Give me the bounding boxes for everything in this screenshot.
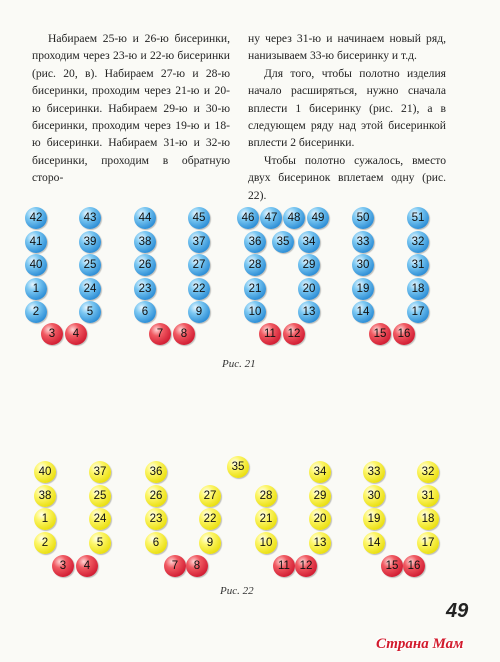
watermark-logo: Страна Мам <box>376 636 464 652</box>
bead-red: 4 <box>76 555 98 577</box>
bead-blue: 25 <box>79 254 101 276</box>
bead-red: 15 <box>369 323 391 345</box>
bead-blue: 51 <box>407 207 429 229</box>
figure-22-caption: Рис. 22 <box>220 585 254 597</box>
bead-red: 16 <box>393 323 415 345</box>
bead-blue: 17 <box>407 301 429 323</box>
bead-blue: 9 <box>188 301 210 323</box>
bead-yellow: 17 <box>417 532 439 554</box>
bead-blue: 33 <box>352 231 374 253</box>
bead-blue: 24 <box>79 278 101 300</box>
bead-blue: 43 <box>79 207 101 229</box>
bead-yellow: 13 <box>309 532 331 554</box>
bead-blue: 1 <box>25 278 47 300</box>
bead-blue: 22 <box>188 278 210 300</box>
bead-red: 8 <box>173 323 195 345</box>
bead-yellow: 9 <box>199 532 221 554</box>
bead-blue: 39 <box>79 231 101 253</box>
bead-blue: 6 <box>134 301 156 323</box>
paragraph: Чтобы полотно сужалось, вместо двух бисеринок вплетаем одну (рис. 22). <box>248 153 446 202</box>
bead-red: 8 <box>186 555 208 577</box>
bead-yellow: 23 <box>145 508 167 530</box>
bead-yellow: 40 <box>34 461 56 483</box>
bead-yellow: 27 <box>199 485 221 507</box>
bead-blue: 38 <box>134 231 156 253</box>
bead-red: 7 <box>164 555 186 577</box>
bead-blue: 19 <box>352 278 374 300</box>
bead-yellow: 10 <box>255 532 277 554</box>
bead-blue: 10 <box>244 301 266 323</box>
bead-blue: 37 <box>188 231 210 253</box>
bead-blue: 30 <box>352 254 374 276</box>
bead-blue: 20 <box>298 278 320 300</box>
bead-blue: 40 <box>25 254 47 276</box>
bead-blue: 35 <box>272 231 294 253</box>
bead-blue: 23 <box>134 278 156 300</box>
bead-blue: 14 <box>352 301 374 323</box>
bead-red: 3 <box>52 555 74 577</box>
bead-yellow: 26 <box>145 485 167 507</box>
bead-yellow: 1 <box>34 508 56 530</box>
bead-blue: 47 <box>260 207 282 229</box>
bead-blue: 5 <box>79 301 101 323</box>
bead-yellow: 14 <box>363 532 385 554</box>
bead-yellow: 22 <box>199 508 221 530</box>
bead-blue: 46 <box>237 207 259 229</box>
bead-blue: 21 <box>244 278 266 300</box>
bead-blue: 49 <box>307 207 329 229</box>
bead-blue: 50 <box>352 207 374 229</box>
bead-blue: 27 <box>188 254 210 276</box>
bead-red: 15 <box>381 555 403 577</box>
bead-red: 4 <box>65 323 87 345</box>
bead-red: 11 <box>273 555 295 577</box>
bead-yellow: 28 <box>255 485 277 507</box>
bead-blue: 41 <box>25 231 47 253</box>
bead-yellow: 31 <box>417 485 439 507</box>
bead-yellow: 30 <box>363 485 385 507</box>
bead-blue: 45 <box>188 207 210 229</box>
bead-blue: 31 <box>407 254 429 276</box>
bead-red: 7 <box>149 323 171 345</box>
bead-red: 3 <box>41 323 63 345</box>
bead-blue: 48 <box>283 207 305 229</box>
bead-yellow: 34 <box>309 461 331 483</box>
bead-blue: 32 <box>407 231 429 253</box>
paragraph: Набираем 25-ю и 26-ю бисеринки, проходим через 23-ю и 22-ю бисеринки (рис. 20, в). Набираем 27-ю и 28-ю бисеринки, проходим через 21-ю и 20-ю бисеринки. Набираем 29-ю и 30-ю бисеринки, проходим через 19-ю и 18-ю бисеринки. Набираем 31-ю и 32-ю бисеринки, проходим в обратную сторо- <box>32 32 230 185</box>
bead-yellow: 32 <box>417 461 439 483</box>
bead-yellow: 18 <box>417 508 439 530</box>
bead-yellow: 33 <box>363 461 385 483</box>
bead-yellow: 19 <box>363 508 385 530</box>
bead-yellow: 35 <box>227 456 249 478</box>
page-number: 49 <box>446 600 469 622</box>
bead-red: 11 <box>259 323 281 345</box>
bead-red: 12 <box>295 555 317 577</box>
bead-red: 12 <box>283 323 305 345</box>
paragraph: ну через 31-ю и начинаем новый ряд, нанизываем 33-ю бисеринку и т.д. <box>248 32 446 63</box>
bead-blue: 26 <box>134 254 156 276</box>
bead-red: 16 <box>403 555 425 577</box>
bead-blue: 18 <box>407 278 429 300</box>
bead-yellow: 29 <box>309 485 331 507</box>
bead-yellow: 24 <box>89 508 111 530</box>
bead-yellow: 20 <box>309 508 331 530</box>
bead-blue: 13 <box>298 301 320 323</box>
bead-blue: 28 <box>244 254 266 276</box>
bead-yellow: 2 <box>34 532 56 554</box>
bead-blue: 34 <box>298 231 320 253</box>
bead-yellow: 36 <box>145 461 167 483</box>
bead-yellow: 25 <box>89 485 111 507</box>
bead-yellow: 21 <box>255 508 277 530</box>
figure-21-caption: Рис. 21 <box>222 358 256 370</box>
bead-yellow: 6 <box>145 532 167 554</box>
bead-yellow: 5 <box>89 532 111 554</box>
paragraph: Для того, чтобы полотно изделия начало расширяться, нужно сначала вплести 1 бисеринку (рис. 21), а в следующем ряду над этой бисеринкой вплести 2 бисеринки. <box>248 66 446 150</box>
bead-blue: 36 <box>244 231 266 253</box>
bead-blue: 29 <box>298 254 320 276</box>
bead-blue: 42 <box>25 207 47 229</box>
bead-yellow: 37 <box>89 461 111 483</box>
bead-yellow: 38 <box>34 485 56 507</box>
bead-blue: 2 <box>25 301 47 323</box>
bead-blue: 44 <box>134 207 156 229</box>
